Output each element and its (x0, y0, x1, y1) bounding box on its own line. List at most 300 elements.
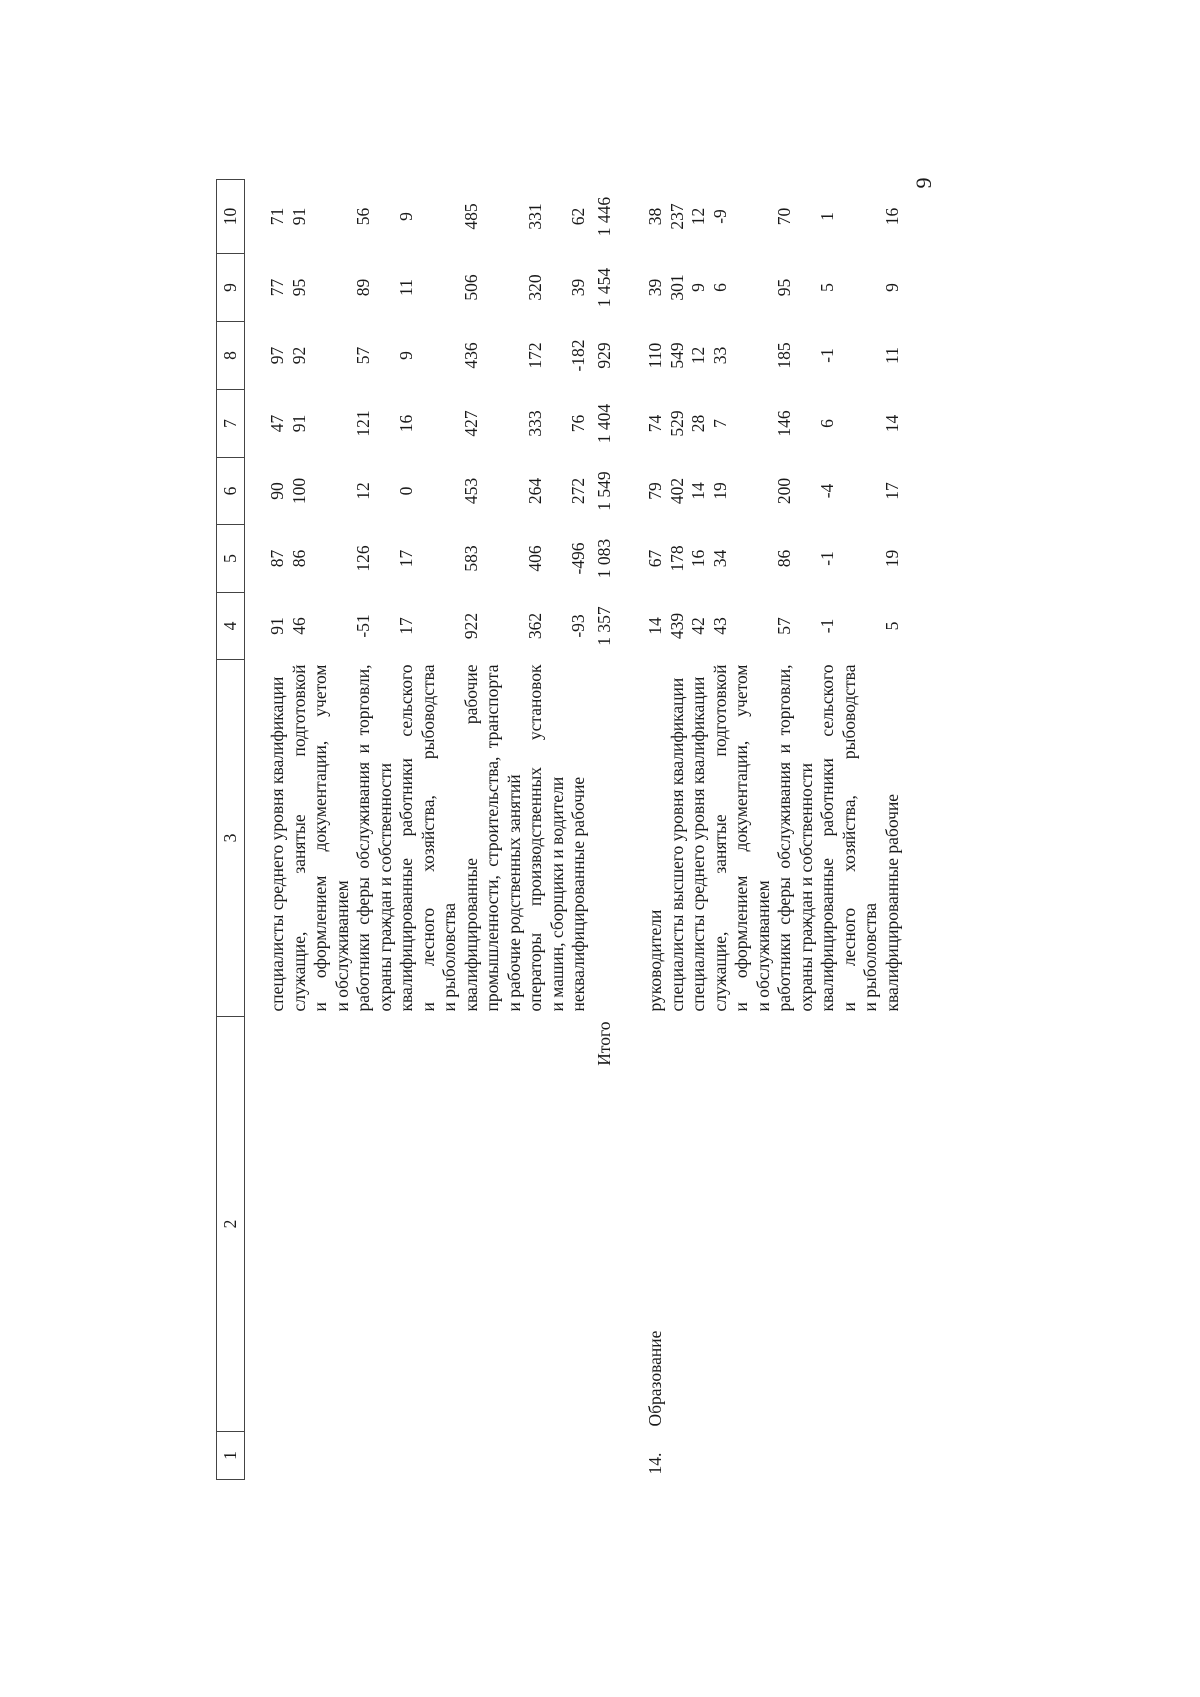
occupation-line: промышленности, строительства, транспорта (482, 664, 502, 1012)
value: 100 (288, 477, 309, 505)
value-cell-col-8 (667, 322, 689, 390)
value: 16 (881, 207, 902, 226)
value-cell-col-5 (461, 525, 526, 593)
value: 583 (460, 545, 481, 572)
value: 185 (774, 342, 794, 369)
value-cell-col-9 (525, 254, 568, 322)
table-row (882, 180, 904, 1480)
value: 922 (460, 612, 481, 640)
value-cell-col-6 (568, 458, 590, 525)
value-cell-col-8 (774, 322, 817, 390)
value: -93 (568, 614, 588, 638)
value: 485 (460, 203, 481, 230)
spacer-row (615, 180, 645, 1480)
value: 14 (881, 414, 902, 433)
value: 7 (709, 419, 730, 428)
value: 14 (645, 617, 665, 635)
value-cell-col-5 (525, 525, 568, 593)
occupation-line: работники сферы обслуживания и торговли, (353, 664, 373, 1012)
value-cell-col-9 (568, 254, 590, 322)
value: 91 (288, 207, 309, 226)
value: 42 (688, 617, 708, 635)
header-cell-6: 6 (217, 458, 245, 525)
value-cell-col-10 (774, 180, 817, 254)
row-number-cell (645, 1432, 667, 1480)
total-value-col-6 (590, 458, 616, 525)
header-cell-10: 10 (217, 180, 245, 254)
value: 91 (288, 414, 309, 433)
value-cell-col-9 (267, 254, 289, 322)
occupation-line: руководители (645, 909, 665, 1012)
value-cell-col-4 (645, 593, 667, 660)
occupation-cell (525, 660, 568, 1017)
table-body (217, 180, 904, 1480)
occupation-cell (289, 660, 354, 1017)
total-value: 1 549 (593, 471, 614, 511)
value-cell-col-10 (353, 180, 396, 254)
value: -496 (568, 542, 588, 575)
row-number-cell (461, 1432, 526, 1480)
total-value: 1 454 (593, 267, 614, 308)
value-cell-col-10 (667, 180, 689, 254)
value: -9 (709, 209, 730, 224)
value: -51 (353, 614, 373, 638)
value-cell-col-6 (396, 458, 461, 525)
value: 9 (688, 283, 708, 292)
value: 86 (288, 549, 309, 568)
total-value: 929 (593, 342, 614, 369)
value-cell-col-7 (774, 390, 817, 458)
value: 402 (666, 477, 687, 505)
occupation-line: квалифицированные рабочие (881, 793, 902, 1012)
value: 67 (645, 549, 665, 568)
total-value-col-9 (590, 254, 616, 322)
value: 9 (881, 283, 902, 292)
header-cell-5: 5 (217, 525, 245, 593)
value-cell-col-4 (267, 593, 289, 660)
row-number-cell (667, 1432, 689, 1480)
value-cell-col-5 (568, 525, 590, 593)
value-cell-col-6 (525, 458, 568, 525)
value: 237 (666, 203, 687, 230)
occupation-line: охраны граждан и собственности (374, 763, 395, 1012)
value: 146 (774, 410, 794, 437)
value-cell-col-9 (882, 254, 904, 322)
value: 28 (688, 414, 708, 433)
value-cell-col-7 (817, 390, 882, 458)
value: 453 (460, 477, 481, 505)
value: -1 (817, 551, 837, 566)
value: 549 (666, 342, 687, 369)
value-cell-col-10 (688, 180, 710, 254)
total-value-col-8 (590, 322, 616, 390)
value-cell-col-5 (267, 525, 289, 593)
value: 90 (267, 482, 287, 500)
value: 86 (774, 549, 794, 568)
value-cell-col-6 (353, 458, 396, 525)
value-cell-col-10 (267, 180, 289, 254)
value: 79 (645, 482, 665, 500)
value: 19 (881, 549, 902, 568)
occupation-line: специалисты среднего уровня квалификации (688, 676, 708, 1012)
occupation-line: служащие, занятые подготовкой (709, 664, 730, 1012)
section-name: Образование (645, 1330, 665, 1427)
industry-cell (396, 1017, 461, 1432)
header-cell-8: 8 (217, 322, 245, 390)
section-number: 14. (645, 1452, 665, 1475)
table-row (267, 180, 289, 1480)
occupation-cell (667, 660, 689, 1017)
value: 56 (353, 207, 373, 226)
row-number-cell (525, 1432, 568, 1480)
value-cell-col-4 (353, 593, 396, 660)
value: 333 (525, 410, 545, 437)
industry-cell (525, 1017, 568, 1432)
row-number-cell (289, 1432, 354, 1480)
occupation-line: квалифицированные работники сельского (817, 664, 837, 1012)
value-cell-col-9 (774, 254, 817, 322)
industry-cell (817, 1017, 882, 1432)
value-cell-col-4 (568, 593, 590, 660)
table-row (289, 180, 354, 1480)
value-cell-col-10 (289, 180, 354, 254)
occupation-cell (774, 660, 817, 1017)
spacer-cell (615, 180, 645, 1480)
value-cell-col-7 (688, 390, 710, 458)
header-cell-9: 9 (217, 254, 245, 322)
spacer-cell (245, 180, 268, 1480)
value: 6 (709, 283, 730, 292)
value: 87 (267, 549, 287, 568)
occupation-cell (882, 660, 904, 1017)
value-cell-col-8 (525, 322, 568, 390)
total-value: 1 357 (593, 606, 614, 646)
value-cell-col-6 (688, 458, 710, 525)
occupation-line: квалифицированные рабочие (460, 664, 481, 1012)
value-cell-col-9 (461, 254, 526, 322)
value: 57 (774, 617, 794, 635)
industry-cell (774, 1017, 817, 1432)
value-cell-col-7 (667, 390, 689, 458)
value: 200 (774, 477, 794, 505)
spacer-row (245, 180, 268, 1480)
value-cell-col-9 (645, 254, 667, 322)
industry-cell (353, 1017, 396, 1432)
value-cell-col-6 (289, 458, 354, 525)
row-number-cell (882, 1432, 904, 1480)
table-row (817, 180, 882, 1480)
value-cell-col-5 (645, 525, 667, 593)
table-row (568, 180, 590, 1480)
value-cell-col-8 (645, 322, 667, 390)
value-cell-col-5 (688, 525, 710, 593)
industry-cell (267, 1017, 289, 1432)
value-cell-col-6 (267, 458, 289, 525)
page-number: 9 (911, 177, 936, 189)
occupation-cell (568, 660, 590, 1017)
occupation-cell (817, 660, 882, 1017)
industry-cell (710, 1017, 775, 1432)
occupation-line: и машин, сборщики и водители (546, 776, 567, 1012)
value: 12 (353, 482, 373, 500)
row-number-cell (568, 1432, 590, 1480)
value: 89 (353, 278, 373, 297)
value: 172 (525, 342, 545, 369)
value: 362 (525, 612, 545, 640)
value: 272 (568, 477, 588, 505)
value: -1 (817, 618, 837, 634)
value: 14 (688, 482, 708, 500)
value-cell-col-4 (667, 593, 689, 660)
industry-cell (568, 1017, 590, 1432)
value: 6 (817, 419, 837, 428)
value: 11 (881, 347, 902, 364)
value: 264 (525, 477, 545, 505)
value-cell-col-8 (461, 322, 526, 390)
occupation-line: и лесного хозяйства, рыбоводства (838, 664, 859, 1012)
occupation-line: охраны граждан и собственности (795, 763, 816, 1012)
table-row (688, 180, 710, 1480)
value-cell-col-8 (882, 322, 904, 390)
value: 406 (525, 545, 545, 572)
value-cell-col-6 (461, 458, 526, 525)
value: 47 (267, 414, 287, 433)
value: 33 (709, 346, 730, 365)
value: 178 (666, 545, 687, 572)
industry-cell (688, 1017, 710, 1432)
row-number-cell (688, 1432, 710, 1480)
total-value: 1 404 (593, 403, 614, 444)
value: 5 (881, 621, 902, 631)
value-cell-col-8 (396, 322, 461, 390)
value-cell-col-10 (396, 180, 461, 254)
value: 5 (817, 283, 837, 292)
value-cell-col-7 (568, 390, 590, 458)
value-cell-col-10 (525, 180, 568, 254)
value: 9 (396, 351, 416, 360)
value: 16 (396, 414, 416, 433)
header-cell-2: 2 (217, 1017, 245, 1432)
value-cell-col-5 (396, 525, 461, 593)
value-cell-col-7 (645, 390, 667, 458)
value: 62 (568, 207, 588, 226)
value: 92 (288, 346, 309, 365)
total-value-col-10 (590, 180, 616, 254)
value-cell-col-7 (461, 390, 526, 458)
value-cell-col-8 (289, 322, 354, 390)
total-label: Итого (593, 1021, 614, 1066)
table-row (645, 180, 667, 1480)
value: 71 (267, 207, 287, 226)
row-number-cell (396, 1432, 461, 1480)
occupation-cell (353, 660, 396, 1017)
occupation-line: и рыболовства (860, 902, 880, 1012)
total-label-cell (590, 1017, 616, 1432)
total-number-cell (590, 1432, 616, 1480)
value-cell-col-9 (667, 254, 689, 322)
value-cell-col-6 (667, 458, 689, 525)
value-cell-col-5 (667, 525, 689, 593)
value-cell-col-10 (461, 180, 526, 254)
value-cell-col-5 (289, 525, 354, 593)
header-cell-1: 1 (217, 1432, 245, 1480)
value-cell-col-9 (817, 254, 882, 322)
value: 34 (709, 549, 730, 568)
table-row (461, 180, 526, 1480)
value: 70 (774, 207, 794, 226)
data-table (216, 179, 903, 1480)
value: 46 (288, 617, 309, 635)
value-cell-col-5 (774, 525, 817, 593)
table-row (353, 180, 396, 1480)
row-number-cell (710, 1432, 775, 1480)
occupation-cell (645, 660, 667, 1017)
industry-cell (667, 1017, 689, 1432)
value: 17 (396, 617, 416, 635)
value-cell-col-10 (882, 180, 904, 254)
value-cell-col-7 (267, 390, 289, 458)
occupation-cell (688, 660, 710, 1017)
value-cell-col-4 (710, 593, 775, 660)
value: 110 (645, 342, 665, 369)
total-value-col-7 (590, 390, 616, 458)
value: 320 (525, 274, 545, 301)
row-number-cell (353, 1432, 396, 1480)
value: 91 (267, 617, 287, 635)
value-cell-col-6 (774, 458, 817, 525)
value: 39 (568, 278, 588, 297)
rotated-table-container (216, 180, 986, 1480)
total-value: 1 446 (593, 196, 614, 237)
occupation-cell (461, 660, 526, 1017)
value: 301 (666, 274, 687, 301)
value-cell-col-9 (396, 254, 461, 322)
header-row (217, 180, 245, 1480)
value-cell-col-10 (568, 180, 590, 254)
value: 17 (396, 549, 416, 568)
occupation-line: работники сферы обслуживания и торговли, (774, 664, 794, 1012)
value-cell-col-4 (525, 593, 568, 660)
value: 19 (709, 482, 730, 500)
row-number-cell (817, 1432, 882, 1480)
occupation-line: специалисты высшего уровня квалификации (666, 677, 687, 1012)
value-cell-col-6 (645, 458, 667, 525)
value: 9 (396, 212, 416, 221)
value: 97 (267, 346, 287, 365)
value-cell-col-7 (710, 390, 775, 458)
value-cell-col-4 (817, 593, 882, 660)
occupation-line: неквалифицированные рабочие (568, 776, 588, 1012)
occupation-line: и оформлением документации, учетом (731, 664, 751, 1012)
value: 16 (688, 549, 708, 568)
value: 439 (666, 612, 687, 640)
industry-cell (882, 1017, 904, 1432)
value: 0 (396, 486, 416, 496)
value-cell-col-6 (710, 458, 775, 525)
value-cell-col-10 (645, 180, 667, 254)
value-cell-col-4 (396, 593, 461, 660)
occupation-line: и оформлением документации, учетом (310, 664, 330, 1012)
value-cell-col-10 (817, 180, 882, 254)
value-cell-col-7 (396, 390, 461, 458)
industry-cell (645, 1017, 667, 1432)
value: 436 (460, 342, 481, 369)
value: 57 (353, 346, 373, 365)
value: 121 (353, 410, 373, 437)
value-cell-col-5 (817, 525, 882, 593)
occupation-cell (710, 660, 775, 1017)
value: 12 (688, 207, 708, 226)
value: 76 (568, 414, 588, 433)
value: 1 (817, 212, 837, 221)
header-cell-7: 7 (217, 390, 245, 458)
row-number-cell (267, 1432, 289, 1480)
occupation-line: и лесного хозяйства, рыбоводства (417, 664, 438, 1012)
occupation-line: и обслуживанием (752, 880, 773, 1012)
value-cell-col-8 (267, 322, 289, 390)
value-cell-col-8 (817, 322, 882, 390)
industry-cell (461, 1017, 526, 1432)
value-cell-col-6 (817, 458, 882, 525)
value-cell-col-10 (710, 180, 775, 254)
table-row (396, 180, 461, 1480)
value: 77 (267, 278, 287, 297)
row-number-cell (774, 1432, 817, 1480)
value: 529 (666, 410, 687, 437)
value-cell-col-8 (353, 322, 396, 390)
value-cell-col-9 (688, 254, 710, 322)
occupation-line: и рабочие родственных занятий (503, 774, 524, 1012)
value: 11 (396, 279, 416, 296)
value-cell-col-9 (353, 254, 396, 322)
occupation-cell (396, 660, 461, 1017)
value-cell-col-9 (289, 254, 354, 322)
value: 39 (645, 278, 665, 297)
value-cell-col-8 (688, 322, 710, 390)
occupation-line: специалисты среднего уровня квалификации (267, 676, 287, 1012)
value-cell-col-7 (353, 390, 396, 458)
value: 331 (525, 203, 545, 230)
value: 38 (645, 207, 665, 226)
table-row (710, 180, 775, 1480)
value-cell-col-9 (710, 254, 775, 322)
occupation-line: квалифицированные работники сельского (396, 664, 416, 1012)
value: 427 (460, 410, 481, 437)
value: 95 (288, 278, 309, 297)
value: 43 (709, 617, 730, 635)
value-cell-col-4 (774, 593, 817, 660)
industry-cell (289, 1017, 354, 1432)
table-row (525, 180, 568, 1480)
value: 74 (645, 414, 665, 433)
value: -1 (817, 348, 837, 363)
total-occupation-cell (590, 660, 616, 1017)
value-cell-col-5 (710, 525, 775, 593)
occupation-line: и обслуживанием (331, 880, 352, 1012)
value: 95 (774, 278, 794, 297)
occupation-line: операторы производственных установок (525, 664, 545, 1012)
value-cell-col-7 (525, 390, 568, 458)
value-cell-col-5 (353, 525, 396, 593)
table-row (667, 180, 689, 1480)
value-cell-col-4 (882, 593, 904, 660)
value-cell-col-4 (461, 593, 526, 660)
value: 506 (460, 274, 481, 301)
total-value-col-4 (590, 593, 616, 660)
value: 12 (688, 346, 708, 365)
occupation-line: и рыболовства (439, 902, 459, 1012)
occupation-cell (267, 660, 289, 1017)
